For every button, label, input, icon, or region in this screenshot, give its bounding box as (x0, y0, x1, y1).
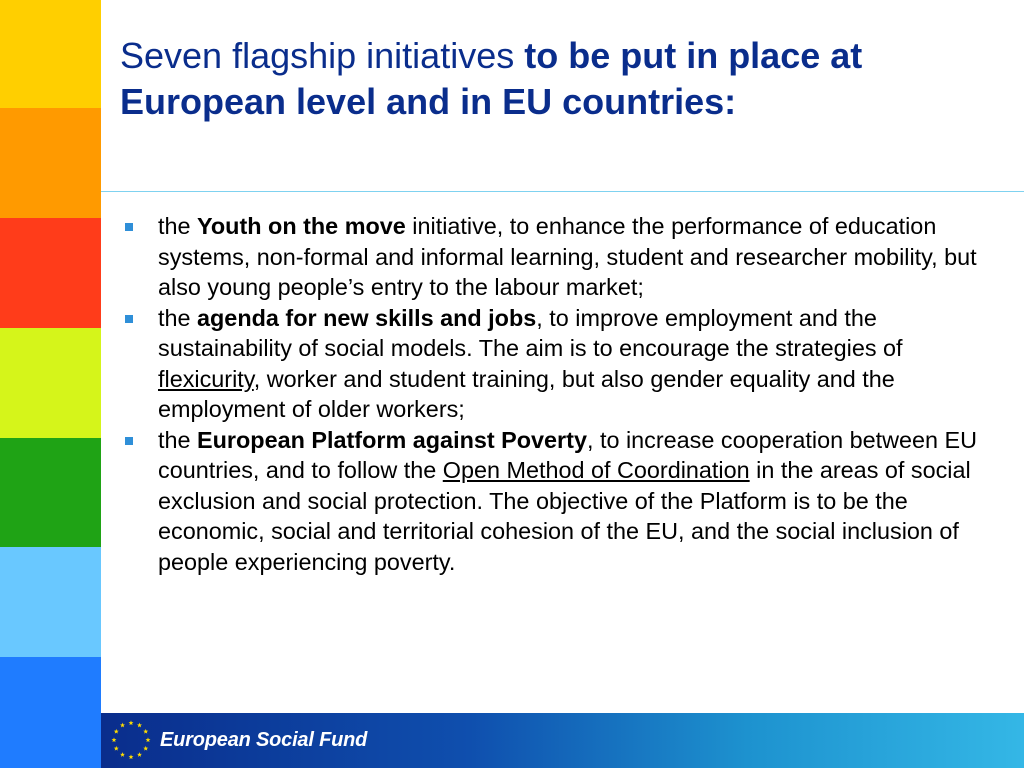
bullet-bold-label: agenda for new skills and jobs (197, 304, 537, 331)
eu-star-icon (146, 737, 151, 742)
square-bullet-icon (125, 315, 133, 323)
eu-star-icon (129, 754, 134, 759)
color-strip (0, 0, 101, 768)
open-method-of-coordination-link[interactable]: Open Method of Coordination (442, 457, 750, 483)
bullet-bold-label: European Platform against Poverty (197, 426, 587, 453)
bullet-agenda-new-skills (123, 303, 1008, 425)
bullet-platform-against-poverty (123, 425, 1008, 578)
title-bold: to be put in place at European level and in EU countries: (120, 35, 863, 122)
bullet-list (123, 211, 1008, 577)
bullet-text: , to improve employment and the sustainability of social models. The aim is to encourage the strategies of (158, 304, 903, 361)
color-band-orange (0, 108, 101, 218)
footer-label: European Social Fund (160, 729, 368, 751)
eu-star-icon (114, 746, 119, 751)
bullet-youth-on-the-move (123, 211, 1008, 303)
color-band-blue (0, 657, 101, 768)
square-bullet-icon (125, 437, 133, 445)
color-band-red (0, 218, 101, 328)
bullet-text: , to increase cooperation between EU countries, and to follow the (158, 426, 978, 483)
title-divider (101, 191, 1024, 192)
bullet-bold-label: Youth on the move (197, 213, 406, 239)
eu-star-icon (120, 752, 125, 757)
eu-star-icon (137, 752, 142, 757)
eu-star-icon (143, 746, 148, 751)
eu-star-icon (114, 729, 119, 734)
bullet-prefix: the (158, 213, 198, 239)
color-band-light-blue (0, 547, 101, 657)
square-bullet-icon (125, 223, 133, 231)
eu-star-icon (112, 737, 117, 742)
title-normal: Seven flagship initiatives (120, 35, 525, 76)
eu-star-icon (143, 729, 148, 734)
color-band-yellow (0, 0, 101, 108)
bullet-text-continued: , worker and student training, but also gender equality and the employment of older workers; (158, 365, 895, 422)
bullet-text-continued: in the areas of social exclusion and social protection. The objective of the Platform is to be the economic, social and territorial cohesion of the EU, and the social inclusion of people experiencing poverty. (158, 457, 971, 575)
bullet-prefix: the (158, 426, 198, 453)
flexicurity-link[interactable]: flexicurity (158, 365, 254, 392)
slide-title (120, 33, 1010, 125)
bullet-prefix: the (158, 304, 198, 331)
eu-star-icon (120, 723, 125, 728)
eu-star-icon (129, 720, 134, 725)
eu-star-icon (137, 723, 142, 728)
color-band-lime (0, 328, 101, 438)
bullet-text: initiative, to enhance the performance of education systems, non-formal and informal learning, student and researcher mobility, but also young people’s entry to the labour market; (158, 213, 977, 300)
eu-flag-stars-icon (108, 717, 154, 763)
color-band-green (0, 438, 101, 547)
